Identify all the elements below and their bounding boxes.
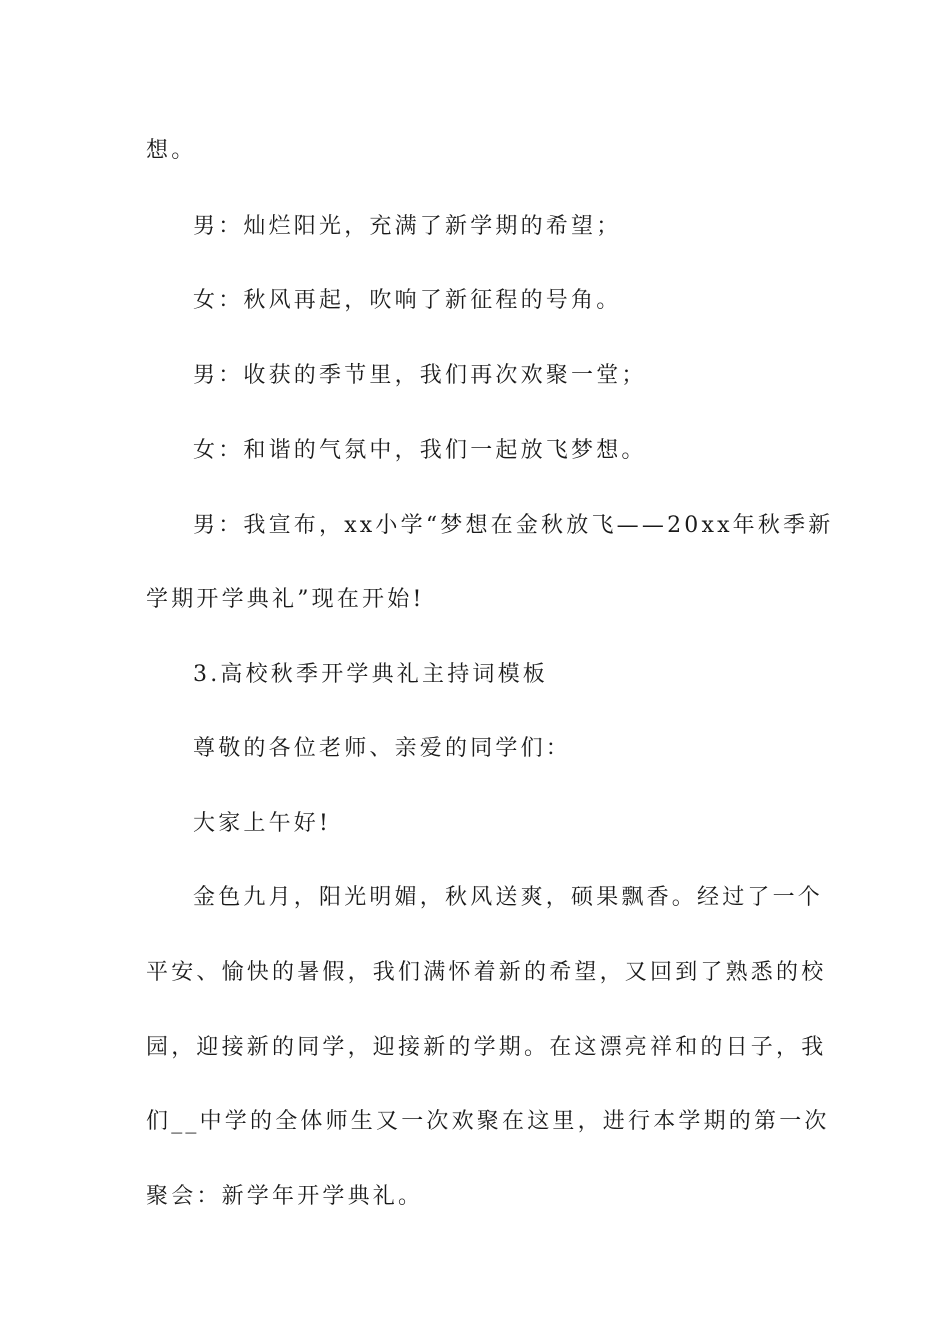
text-line: 女：秋风再起，吹响了新征程的号角。 — [193, 288, 622, 313]
text-line: 男：我宣布，xx小学“梦想在金秋放飞——20xx年秋季新 — [193, 513, 834, 538]
text-line: 想。 — [146, 138, 197, 163]
text-line: 金色九月，阳光明媚，秋风送爽，硕果飘香。经过了一个 — [193, 885, 824, 910]
text-line: 聚会：新学年开学典礼。 — [146, 1184, 424, 1209]
text-line: 男：收获的季节里，我们再次欢聚一堂； — [193, 363, 647, 388]
text-line: 女：和谐的气氛中，我们一起放飞梦想。 — [193, 438, 647, 463]
text-line: 男：灿烂阳光，充满了新学期的希望； — [193, 214, 622, 239]
text-line: 大家上午好! — [193, 811, 332, 836]
section-heading: 3.高校秋季开学典礼主持词模板 — [193, 662, 548, 687]
text-line: 平安、愉快的暑假，我们满怀着新的希望，又回到了熟悉的校 — [146, 960, 827, 985]
text-line: 学期开学典礼”现在开始! — [146, 587, 425, 612]
text-line: 尊敬的各位老师、亲爱的同学们： — [193, 736, 572, 761]
text-line: 们__中学的全体师生又一次欢聚在这里，进行本学期的第一次 — [146, 1109, 830, 1134]
text-line: 园，迎接新的同学，迎接新的学期。在这漂亮祥和的日子，我 — [146, 1035, 827, 1060]
